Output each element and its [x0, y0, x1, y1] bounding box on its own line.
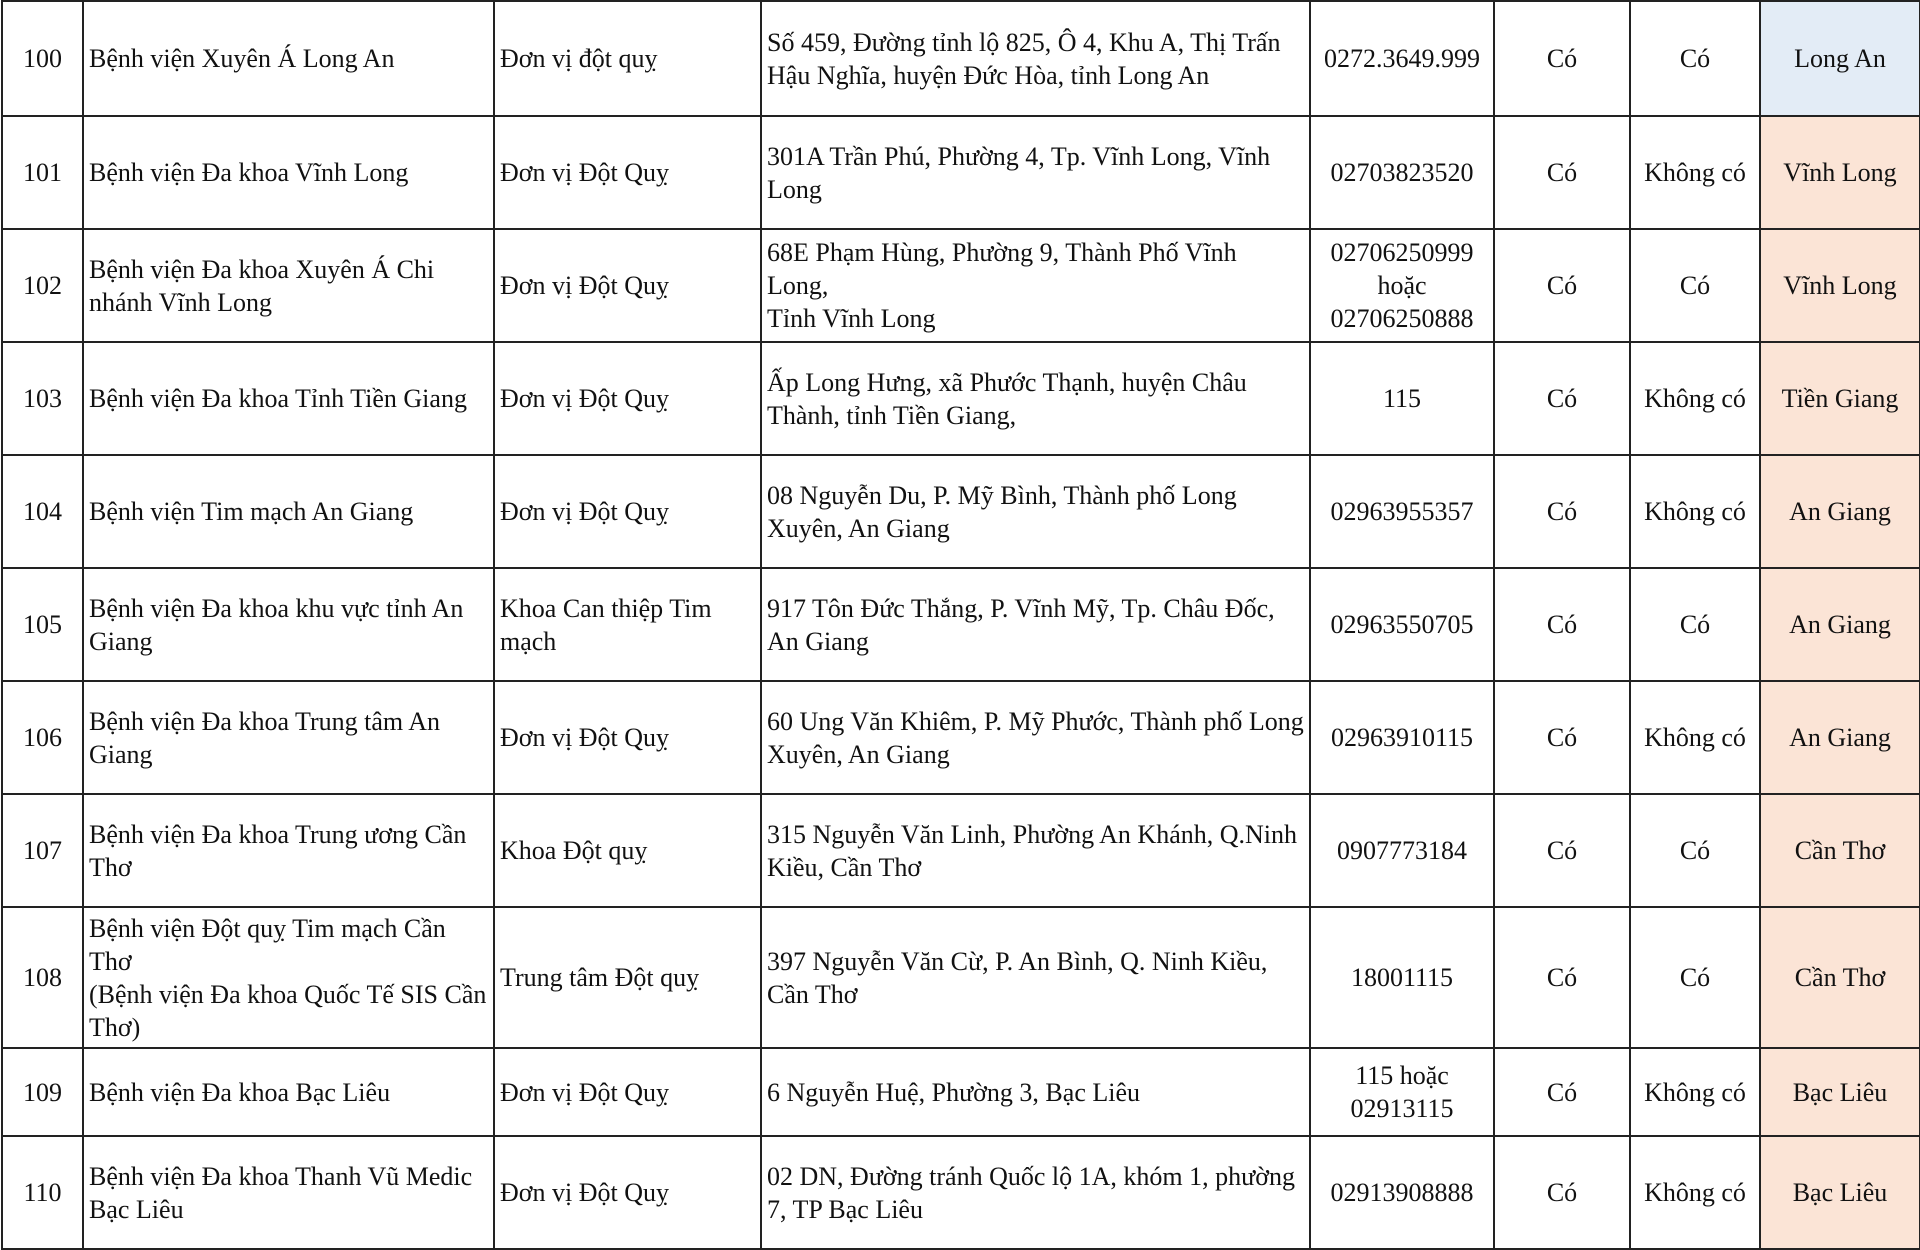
hospital-name-cell: [83, 1136, 494, 1249]
address-cell: [761, 681, 1310, 794]
table-row: [2, 229, 1920, 342]
phone-cell-line: 02703823520: [1330, 158, 1474, 187]
phone-cell-line: 02963550705: [1330, 610, 1474, 639]
availability-cell-2: Không có: [1630, 1136, 1760, 1249]
region-cell: An Giang: [1760, 681, 1920, 794]
row-number-cell: 104: [2, 455, 83, 568]
availability-cell-2: Không có: [1630, 1048, 1760, 1136]
hospital-name-cell-line: Bệnh viện Đột quỵ Tim mạch Cần: [89, 913, 446, 943]
hospital-name-cell-line: Bệnh viện Đa khoa Trung tâm An: [89, 706, 440, 736]
row-number-cell: 109: [2, 1048, 83, 1136]
hospital-name-cell-line: Giang: [89, 626, 153, 656]
hospital-name-cell-line: Thơ): [89, 1012, 141, 1042]
address-cell: [761, 455, 1310, 568]
address-cell-line: Hậu Nghĩa, huyện Đức Hòa, tỉnh Long An: [767, 60, 1210, 90]
phone-cell: [1310, 455, 1494, 568]
row-number-cell: 100: [2, 1, 83, 116]
hospital-name-cell-line: Bệnh viện Tim mạch An Giang: [89, 497, 414, 526]
unit-cell: Khoa Đột quỵ: [494, 794, 761, 907]
hospital-name-cell-line: Bệnh viện Đa khoa khu vực tỉnh An: [89, 593, 464, 623]
phone-cell-line: 02913908888: [1330, 1178, 1474, 1207]
hospital-name-cell-line: Bệnh viện Đa khoa Thanh Vũ Medic: [89, 1161, 473, 1191]
row-number-cell: 103: [2, 342, 83, 455]
unit-cell: Đơn vị Đột Quỵ: [494, 229, 761, 342]
address-cell: [761, 342, 1310, 455]
unit-cell: Trung tâm Đột quỵ: [494, 907, 761, 1048]
availability-cell: Có: [1494, 116, 1630, 229]
row-number-cell: 105: [2, 568, 83, 681]
phone-cell-line: 02913115: [1350, 1094, 1454, 1123]
availability-cell-2: Có: [1630, 907, 1760, 1048]
table-row: [2, 342, 1920, 455]
availability-cell: Có: [1494, 342, 1630, 455]
address-cell-line: Long: [767, 174, 822, 204]
hospital-name-cell-line: Bệnh viện Đa khoa Vĩnh Long: [89, 158, 409, 187]
phone-cell: [1310, 116, 1494, 229]
row-number-cell: 107: [2, 794, 83, 907]
region-cell: Bạc Liêu: [1760, 1048, 1920, 1136]
availability-cell: Có: [1494, 907, 1630, 1048]
hospital-name-cell: [83, 1, 494, 116]
availability-cell: Có: [1494, 1136, 1630, 1249]
address-cell-line: Tỉnh Vĩnh Long: [767, 304, 936, 333]
hospital-name-cell-line: Bạc Liêu: [89, 1194, 184, 1224]
hospital-name-cell-line: Bệnh viện Đa khoa Tỉnh Tiền Giang: [89, 384, 467, 413]
address-cell: [761, 794, 1310, 907]
table-row: [2, 455, 1920, 568]
region-cell: Cần Thơ: [1760, 907, 1920, 1048]
phone-cell: [1310, 229, 1494, 342]
address-cell-line: 6 Nguyễn Huệ, Phường 3, Bạc Liêu: [767, 1077, 1141, 1107]
hospital-name-cell-line: (Bệnh viện Đa khoa Quốc Tế SIS Cần: [89, 979, 487, 1009]
unit-cell: Đơn vị Đột Quỵ: [494, 455, 761, 568]
availability-cell-2: Không có: [1630, 681, 1760, 794]
unit-cell: Đơn vị Đột Quỵ: [494, 681, 761, 794]
phone-cell-line: 02963955357: [1330, 497, 1474, 526]
address-cell-line: An Giang: [767, 626, 869, 656]
row-number-cell: 108: [2, 907, 83, 1048]
phone-cell: [1310, 1136, 1494, 1249]
hospital-name-cell-line: Thơ: [89, 946, 132, 976]
availability-cell: Có: [1494, 794, 1630, 907]
region-cell: An Giang: [1760, 568, 1920, 681]
hospital-name-cell: [83, 568, 494, 681]
phone-cell-line: hoặc: [1377, 271, 1427, 300]
phone-cell: [1310, 342, 1494, 455]
address-cell: [761, 1136, 1310, 1249]
phone-cell: [1310, 568, 1494, 681]
availability-cell-2: Không có: [1630, 342, 1760, 455]
hospital-name-cell: [83, 455, 494, 568]
phone-cell: [1310, 1, 1494, 116]
phone-cell-line: 0907773184: [1337, 836, 1467, 865]
phone-cell-line: 115 hoặc: [1355, 1061, 1449, 1090]
region-cell: Long An: [1760, 1, 1920, 116]
hospital-name-cell: [83, 116, 494, 229]
address-cell-line: 397 Nguyễn Văn Cừ, P. An Bình, Q. Ninh Kiều,: [767, 946, 1268, 976]
availability-cell: Có: [1494, 455, 1630, 568]
table-row: [2, 681, 1920, 794]
phone-cell-line: 115: [1382, 384, 1422, 413]
address-cell: [761, 1048, 1310, 1136]
address-cell-line: Số 459, Đường tỉnh lộ 825, Ô 4, Khu A, Thị Trấn: [767, 27, 1281, 57]
hospital-name-cell: [83, 229, 494, 342]
hospital-name-cell-line: nhánh Vĩnh Long: [89, 287, 272, 317]
address-cell: [761, 1, 1310, 116]
hospital-name-cell-line: Bệnh viện Xuyên Á Long An: [89, 44, 395, 73]
unit-cell: Đơn vị Đột Quỵ: [494, 1136, 761, 1249]
address-cell-line: 7, TP Bạc Liêu: [767, 1194, 923, 1224]
address-cell-line: 02 DN, Đường tránh Quốc lộ 1A, khóm 1, phường: [767, 1161, 1295, 1191]
phone-cell: [1310, 681, 1494, 794]
hospital-name-cell: [83, 342, 494, 455]
phone-cell: [1310, 1048, 1494, 1136]
region-cell: Tiền Giang: [1760, 342, 1920, 455]
row-number-cell: 106: [2, 681, 83, 794]
availability-cell: Có: [1494, 229, 1630, 342]
address-cell-line: 315 Nguyễn Văn Linh, Phường An Khánh, Q.Ninh: [767, 819, 1298, 849]
row-number-cell: 102: [2, 229, 83, 342]
row-number-cell: 101: [2, 116, 83, 229]
availability-cell: Có: [1494, 1048, 1630, 1136]
address-cell-line: Ấp Long Hưng, xã Phước Thạnh, huyện Châu: [767, 367, 1247, 397]
table-row: [2, 568, 1920, 681]
address-cell-line: 60 Ung Văn Khiêm, P. Mỹ Phước, Thành phố Long: [767, 706, 1304, 736]
address-cell-line: Kiều, Cần Thơ: [767, 852, 922, 882]
address-cell-line: 68E Phạm Hùng, Phường 9, Thành Phố Vĩnh Long,: [767, 238, 1237, 300]
address-cell: [761, 568, 1310, 681]
hospital-name-cell: [83, 907, 494, 1048]
hospital-name-cell: [83, 1048, 494, 1136]
address-cell-line: Xuyên, An Giang: [767, 739, 950, 769]
address-cell-line: 08 Nguyễn Du, P. Mỹ Bình, Thành phố Long: [767, 480, 1237, 510]
availability-cell: Có: [1494, 1, 1630, 116]
address-cell: [761, 907, 1310, 1048]
table-row: [2, 907, 1920, 1048]
table-row: [2, 116, 1920, 229]
availability-cell-2: Không có: [1630, 116, 1760, 229]
unit-cell: Đơn vị Đột Quỵ: [494, 342, 761, 455]
address-cell: [761, 116, 1310, 229]
availability-cell: Có: [1494, 681, 1630, 794]
unit-cell: Khoa Can thiệp Tim mạch: [494, 568, 761, 681]
hospital-name-cell: [83, 681, 494, 794]
table-row: [2, 1136, 1920, 1249]
hospital-name-cell-line: Bệnh viện Đa khoa Bạc Liêu: [89, 1077, 391, 1107]
phone-cell-line: 02706250888: [1330, 304, 1474, 333]
table-body: [2, 1, 1920, 1249]
region-cell: Vĩnh Long: [1760, 229, 1920, 342]
phone-cell: [1310, 907, 1494, 1048]
phone-cell-line: 18001115: [1350, 963, 1454, 992]
availability-cell-2: Có: [1630, 229, 1760, 342]
address-cell-line: Xuyên, An Giang: [767, 513, 950, 543]
hospital-name-cell-line: Bệnh viện Đa khoa Trung ương Cần: [89, 819, 467, 849]
region-cell: An Giang: [1760, 455, 1920, 568]
availability-cell-2: Không có: [1630, 455, 1760, 568]
hospital-name-cell: [83, 794, 494, 907]
availability-cell-2: Có: [1630, 568, 1760, 681]
availability-cell: Có: [1494, 568, 1630, 681]
region-cell: Cần Thơ: [1760, 794, 1920, 907]
hospital-name-cell-line: Bệnh viện Đa khoa Xuyên Á Chi: [89, 254, 435, 284]
address-cell-line: Thành, tỉnh Tiền Giang,: [767, 400, 1017, 430]
availability-cell-2: Có: [1630, 794, 1760, 907]
unit-cell: Đơn vị Đột Quỵ: [494, 1048, 761, 1136]
phone-cell-line: 02963910115: [1330, 723, 1474, 752]
address-cell-line: 917 Tôn Đức Thắng, P. Vĩnh Mỹ, Tp. Châu Đốc,: [767, 593, 1275, 623]
table-row: [2, 1, 1920, 116]
unit-cell: Đơn vị Đột Quỵ: [494, 116, 761, 229]
table-row: [2, 1048, 1920, 1136]
region-cell: Bạc Liêu: [1760, 1136, 1920, 1249]
row-number-cell: 110: [2, 1136, 83, 1249]
availability-cell-2: Có: [1630, 1, 1760, 116]
phone-cell: [1310, 794, 1494, 907]
hospital-table: [1, 0, 1920, 1250]
unit-cell: Đơn vị đột quỵ: [494, 1, 761, 116]
table-row: [2, 794, 1920, 907]
hospital-name-cell-line: Thơ: [89, 852, 132, 882]
address-cell-line: 301A Trần Phú, Phường 4, Tp. Vĩnh Long, Vĩnh: [767, 141, 1271, 171]
phone-cell-line: 02706250999: [1330, 238, 1474, 267]
address-cell: [761, 229, 1310, 342]
address-cell-line: Cần Thơ: [767, 979, 858, 1009]
hospital-name-cell-line: Giang: [89, 739, 153, 769]
phone-cell-line: 0272.3649.999: [1324, 44, 1480, 73]
region-cell: Vĩnh Long: [1760, 116, 1920, 229]
